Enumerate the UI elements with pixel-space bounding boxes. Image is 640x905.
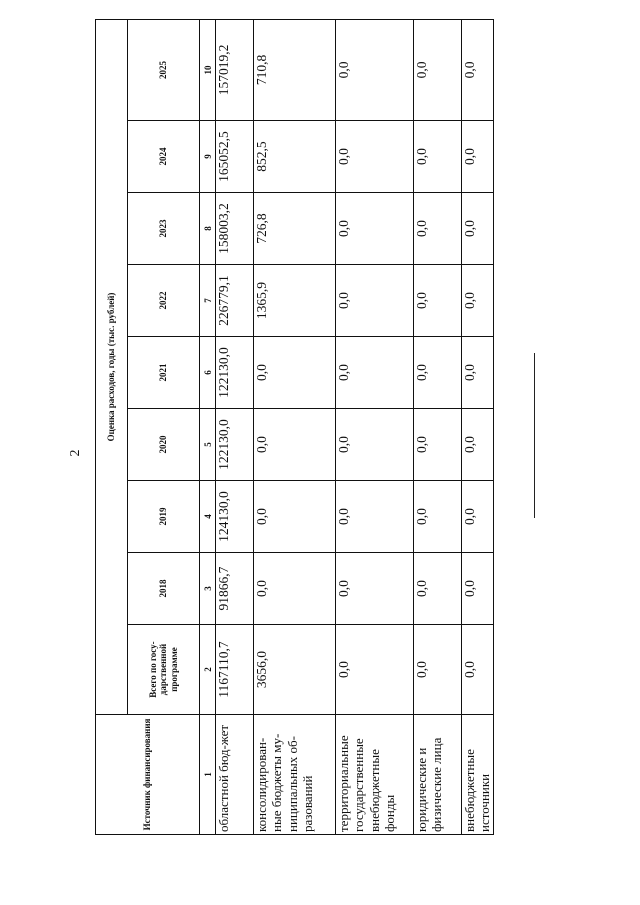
cell-value: 0,0: [414, 265, 462, 337]
cell-value: 0,0: [462, 553, 494, 625]
cell-value: 0,0: [336, 193, 414, 265]
header-source: Источник финансирования: [96, 715, 200, 835]
cell-value: 226779,1: [216, 265, 254, 337]
column-number: 7: [200, 265, 216, 337]
column-number: 3: [200, 553, 216, 625]
cell-value: 0,0: [462, 121, 494, 193]
cell-value: 91866,7: [216, 553, 254, 625]
header-year-2020: 2020: [128, 409, 200, 481]
cell-value: 0,0: [462, 193, 494, 265]
financing-table-area: [95, 20, 493, 835]
cell-value: 0,0: [254, 409, 336, 481]
cell-value: 157019,2: [216, 19, 254, 120]
header-year-2024: 2024: [128, 121, 200, 193]
cell-value: 0,0: [462, 19, 494, 120]
cell-value: 0,0: [462, 337, 494, 409]
cell-value: 0,0: [336, 19, 414, 120]
column-number: 4: [200, 481, 216, 553]
cell-value: 0,0: [414, 553, 462, 625]
table-row: [336, 19, 414, 834]
table-row: [254, 19, 336, 834]
cell-value: 0,0: [336, 121, 414, 193]
cell-value: 0,0: [254, 481, 336, 553]
column-number: 2: [200, 625, 216, 715]
header-year-2021: 2021: [128, 337, 200, 409]
cell-value: 0,0: [336, 337, 414, 409]
column-number: 8: [200, 193, 216, 265]
cell-value: 0,0: [336, 481, 414, 553]
column-number: 6: [200, 337, 216, 409]
row-source: территориальные государственные внебюджетные фонды: [336, 715, 414, 835]
cell-value: 0,0: [254, 553, 336, 625]
financing-table: [95, 19, 494, 835]
cell-value: 0,0: [462, 481, 494, 553]
cell-value: 0,0: [336, 553, 414, 625]
cell-value: 0,0: [414, 337, 462, 409]
cell-value: 0,0: [336, 409, 414, 481]
cell-value: 0,0: [336, 625, 414, 715]
header-year-2023: 2023: [128, 193, 200, 265]
header-expense-group: Оценка расходов, годы (тыс. рублей): [96, 19, 128, 714]
table-row: [216, 19, 254, 834]
cell-value: 0,0: [462, 409, 494, 481]
cell-value: 0,0: [462, 265, 494, 337]
header-year-2019: 2019: [128, 481, 200, 553]
cell-value: 0,0: [414, 625, 462, 715]
table-row: [462, 19, 494, 834]
column-number: 5: [200, 409, 216, 481]
cell-value: 726,8: [254, 193, 336, 265]
cell-value: 710,8: [254, 19, 336, 120]
cell-value: 122130,0: [216, 409, 254, 481]
cell-value: 3656,0: [254, 625, 336, 715]
cell-value: 1167110,7: [216, 625, 254, 715]
header-year-2018: 2018: [128, 553, 200, 625]
row-source: консолидирован-ные бюджеты му-ниципальных об-разований: [254, 715, 336, 835]
row-source: юридические и физические лица: [414, 715, 462, 835]
row-source: областной бюд-жет: [216, 715, 254, 835]
header-total: Всего по госу-дарственной программе: [128, 625, 200, 715]
cell-value: 1365,9: [254, 265, 336, 337]
header-year-2025: 2025: [128, 19, 200, 120]
column-number: 1: [200, 715, 216, 835]
cell-value: 0,0: [414, 121, 462, 193]
cell-value: 158003,2: [216, 193, 254, 265]
cell-value: 0,0: [414, 19, 462, 120]
row-source: внебюджетные источники: [462, 715, 494, 835]
cell-value: 0,0: [254, 337, 336, 409]
header-year-2022: 2022: [128, 265, 200, 337]
column-number: 9: [200, 121, 216, 193]
cell-value: 124130,0: [216, 481, 254, 553]
cell-value: 122130,0: [216, 337, 254, 409]
cell-value: 0,0: [336, 265, 414, 337]
cell-value: 0,0: [414, 481, 462, 553]
cell-value: 0,0: [414, 193, 462, 265]
table-row: [414, 19, 462, 834]
cell-value: 0,0: [414, 409, 462, 481]
cell-value: 0,0: [462, 625, 494, 715]
separator-line: [534, 353, 535, 518]
page-number: 2: [68, 449, 83, 457]
cell-value: 165052,5: [216, 121, 254, 193]
column-number: 10: [200, 19, 216, 120]
cell-value: 852,5: [254, 121, 336, 193]
